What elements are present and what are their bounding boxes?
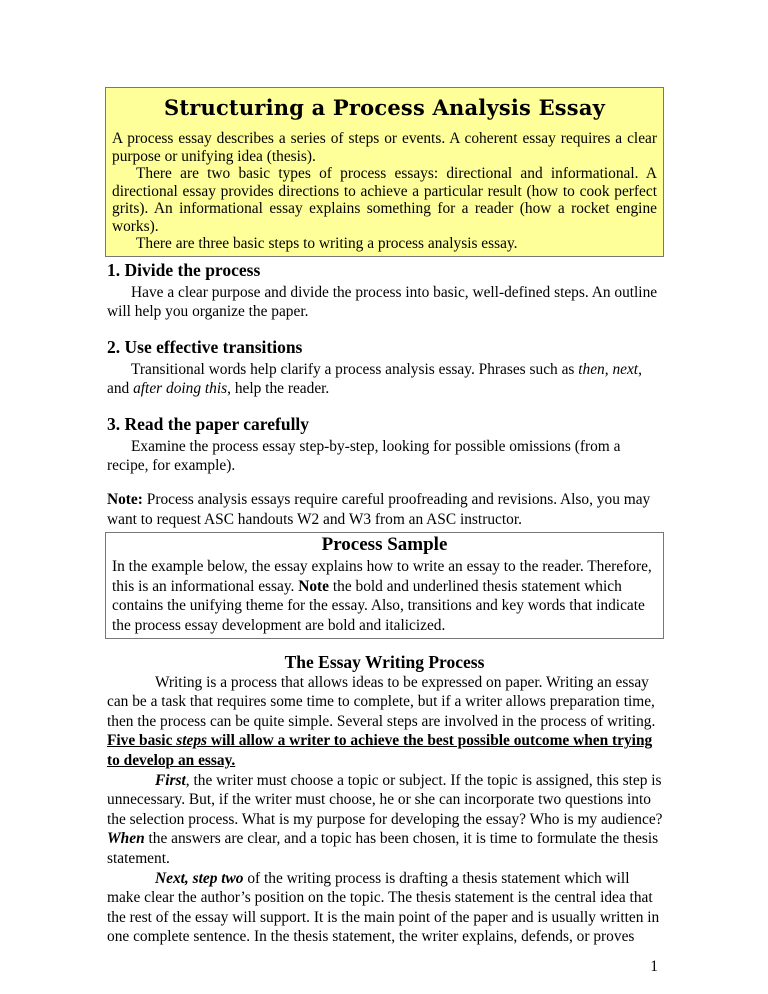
text: of the writing process is drafting a thesis statement which will make clear the author’s position on the topic. The thesis statement is the central idea that the rest of the essay will support. It is the main point of the paper and is usually written in one complete sentence. In the thesis statement, the writer explains, defends, or proves bbox=[107, 869, 660, 946]
intro-box bbox=[105, 87, 664, 257]
thesis: Five basic bbox=[107, 732, 177, 750]
text: the bold and underlined thesis statement which contains the unifying theme for the essay. Also, transitions and key words that indicate the process essay development are bold and italicized. bbox=[112, 577, 645, 635]
text: Writing is a process that allows ideas to be expressed on paper. Writing an essay can be a task that requires some time to complete, but if a writer allows preparation time, then the process can be quite simple. Several steps are involved in the process of writing. bbox=[107, 673, 656, 730]
document-title: Structuring a Process Analysis Essay bbox=[163, 95, 606, 120]
sample-box bbox=[105, 532, 664, 638]
step-paragraph: Examine the process essay step-by-step, looking for possible omissions (from a recipe, for example). bbox=[107, 437, 621, 475]
step-paragraph: Have a clear purpose and divide the process into basic, well-defined steps. An outline will help you organize the paper. bbox=[107, 283, 658, 321]
text: Process analysis essays require careful proofreading and revisions. Also, you may want to request ASC handouts W2 and W3 from an ASC instructor. bbox=[107, 491, 651, 528]
transition: When bbox=[107, 830, 145, 848]
note-label: Note: bbox=[107, 491, 143, 509]
thesis: will allow a writer to achieve the best possible outcome when trying to develop an essay. bbox=[107, 732, 653, 769]
text: the answers are clear, and a topic has been chosen, it is time to formulate the thesis statement. bbox=[107, 830, 659, 867]
page bbox=[105, 0, 664, 977]
essay-paragraph bbox=[107, 771, 664, 869]
text: , help the reader. bbox=[227, 380, 330, 398]
intro-paragraph: There are two basic types of process essays: directional and informational. A directional essay provides directions to achieve a particular result (how to cook perfect grits). An informational essay explains something for a reader (how a rocket engine works). bbox=[112, 165, 657, 235]
thesis: steps bbox=[176, 732, 208, 750]
sample-title: Process Sample bbox=[321, 534, 448, 556]
sample-paragraph bbox=[112, 557, 657, 635]
essay-title: The Essay Writing Process bbox=[284, 651, 485, 672]
intro-paragraph: A process essay describes a series of steps or events. A coherent essay requires a clear purpose or unifying idea (thesis). bbox=[112, 130, 657, 165]
transition: First bbox=[155, 771, 186, 789]
step-heading: 3. Read the paper carefully bbox=[107, 413, 310, 434]
page-number: 1 bbox=[650, 957, 658, 975]
essay-paragraph bbox=[107, 869, 664, 947]
text: In the example below, the essay explains how to write an essay to the reader. Therefore, this is an informational essay. bbox=[112, 558, 652, 595]
text: Transitional words help clarify a process analysis essay. Phrases such as bbox=[131, 360, 579, 378]
text: after doing this bbox=[133, 380, 228, 398]
text: , the writer must choose a topic or subject. If the topic is assigned, this step is unnecessary. But, if the writer must choose, he or she can incorporate two questions into the selection process. What is my purpose for developing the essay? Who is my audience? bbox=[107, 771, 663, 828]
transition: Next, step two bbox=[155, 869, 244, 887]
text: Note bbox=[298, 577, 330, 595]
text: , and bbox=[107, 360, 642, 398]
step-heading: 2. Use effective transitions bbox=[107, 336, 303, 357]
intro-paragraph: There are three basic steps to writing a process analysis essay. bbox=[136, 235, 518, 252]
step-paragraph bbox=[107, 360, 664, 399]
text: then, next bbox=[578, 360, 639, 378]
essay-paragraph bbox=[107, 673, 664, 771]
step-heading: 1. Divide the process bbox=[107, 259, 261, 280]
essay-body bbox=[107, 673, 664, 947]
note-paragraph bbox=[107, 490, 664, 529]
